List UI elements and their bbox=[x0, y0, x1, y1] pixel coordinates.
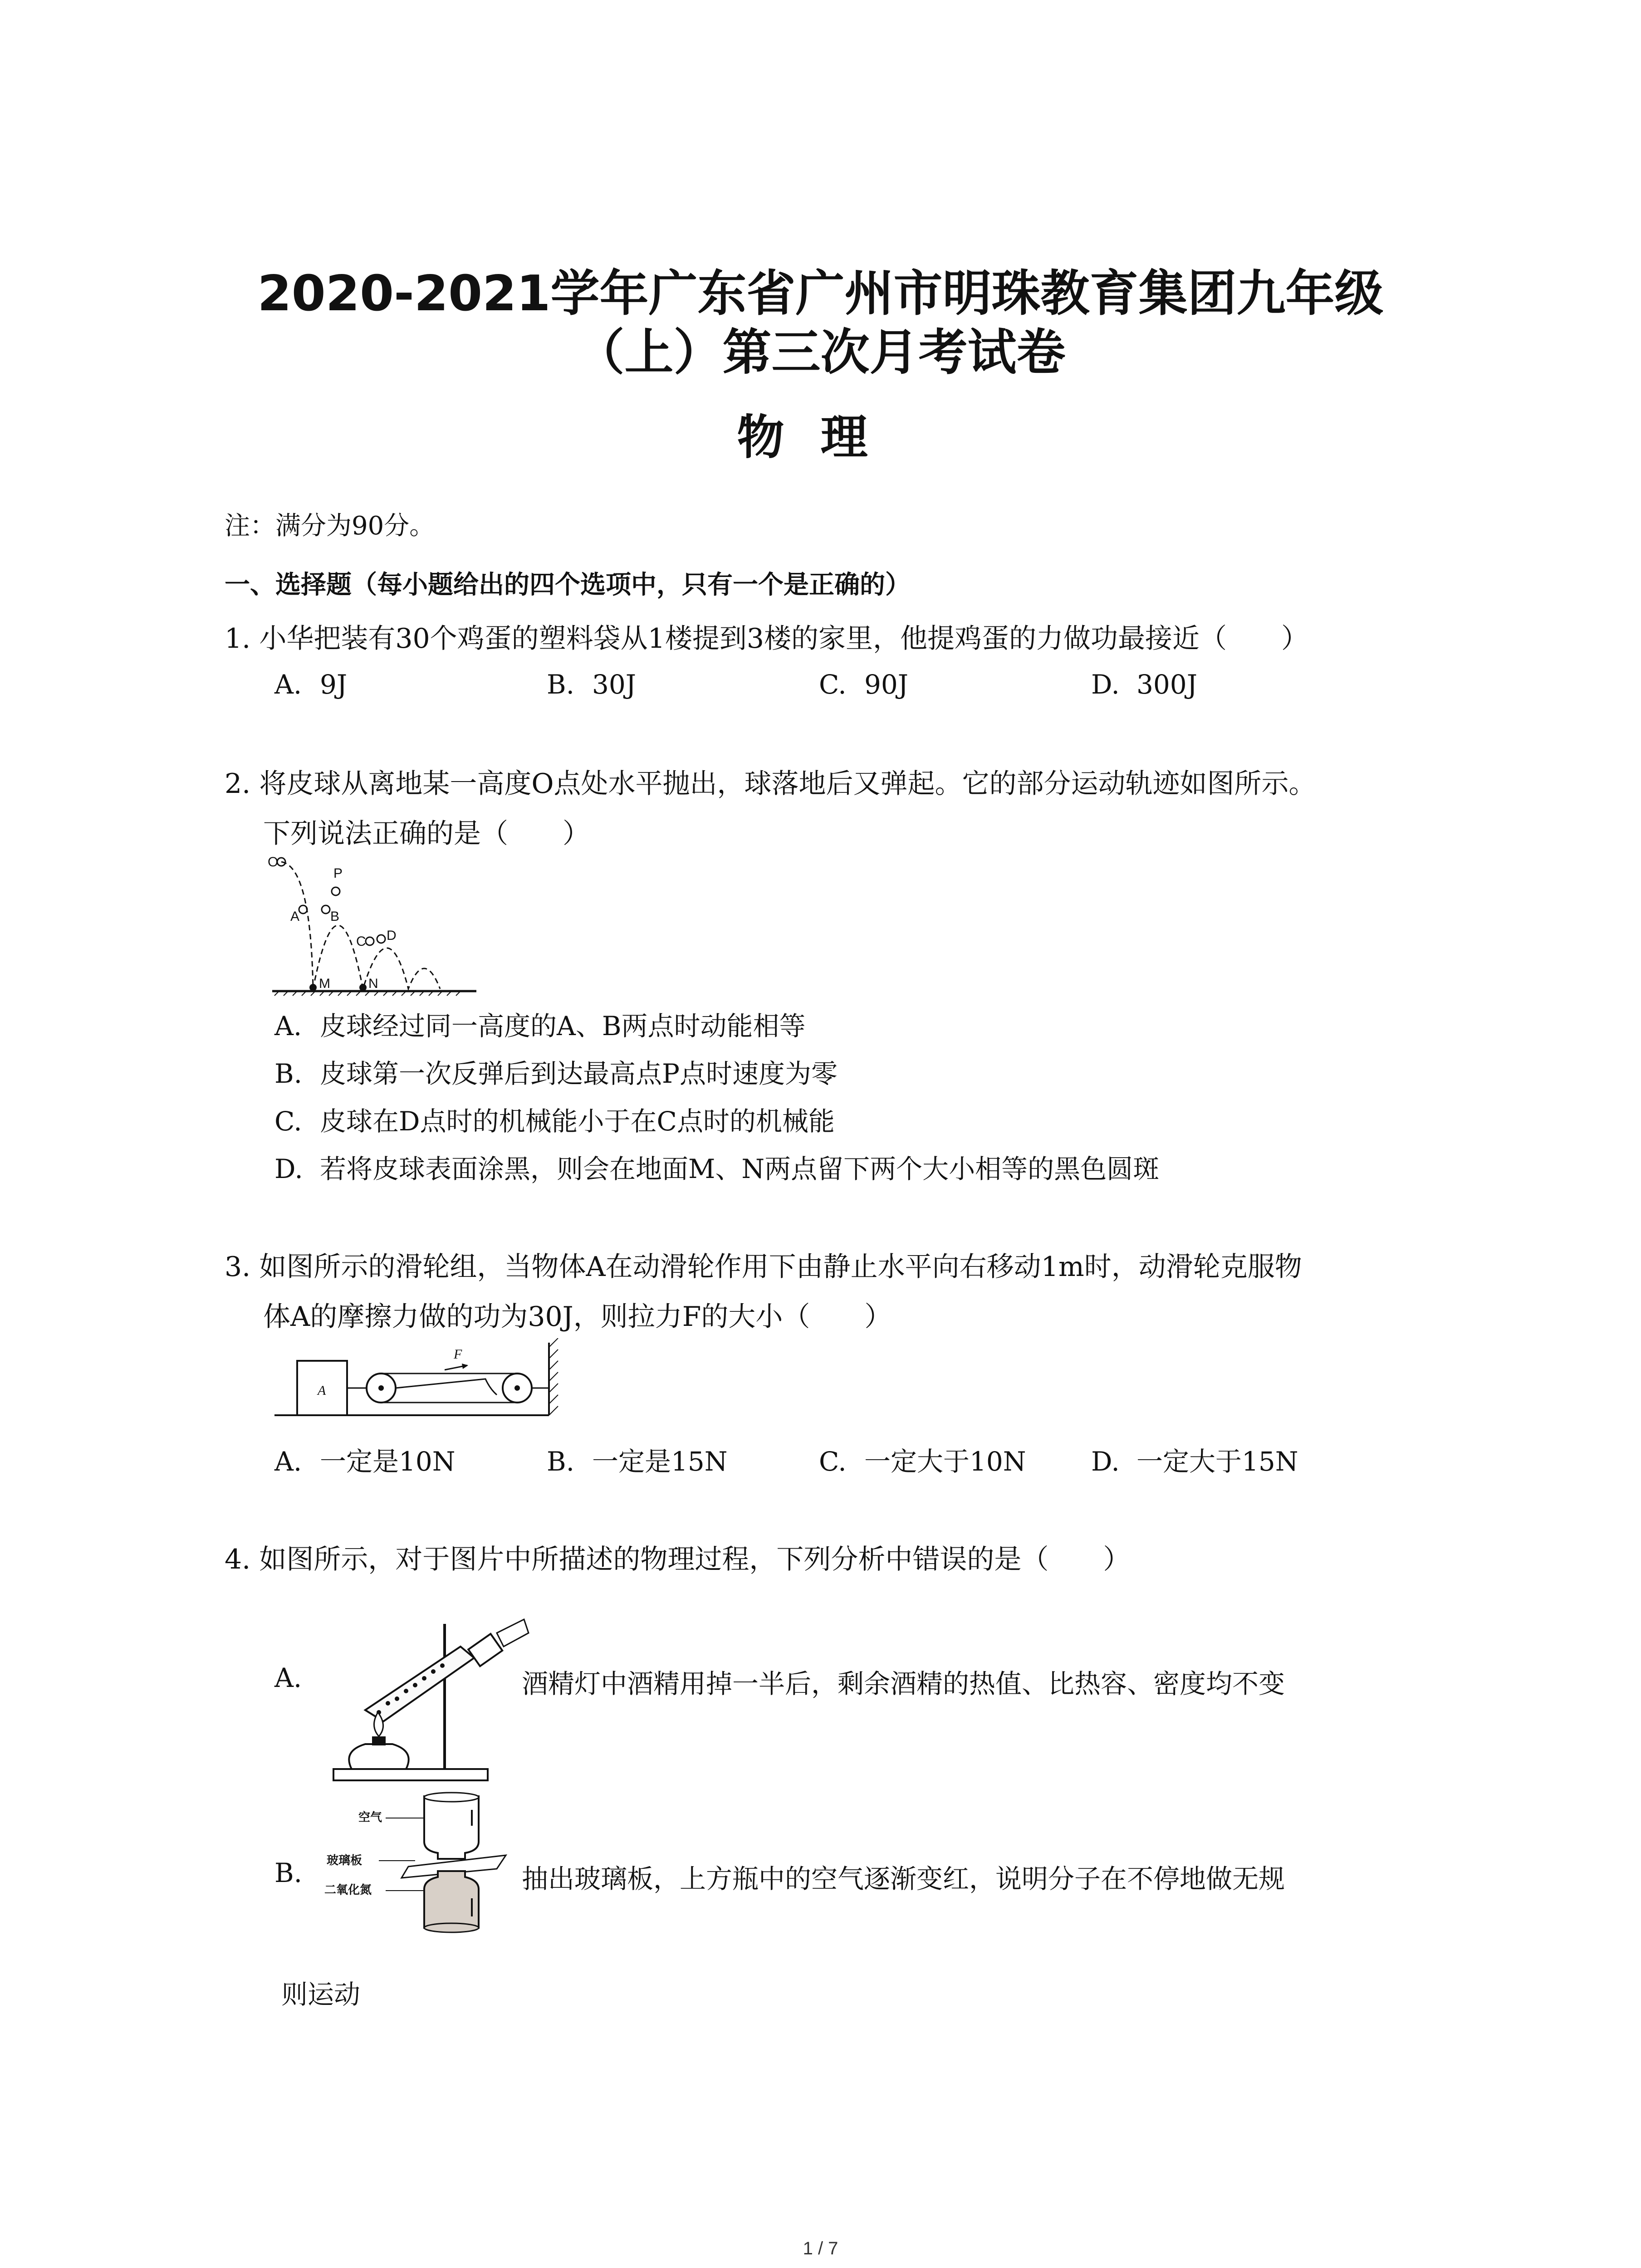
option-text: 9J bbox=[320, 669, 348, 700]
question-2-stem-line2: 下列说法正确的是（ ） bbox=[263, 818, 590, 850]
option-text: 一定是15N bbox=[592, 1446, 728, 1477]
option-text: 一定大于15N bbox=[1136, 1446, 1298, 1477]
label-m: M bbox=[319, 976, 330, 991]
alcohol-lamp-body bbox=[349, 1744, 408, 1769]
test-tube bbox=[365, 1647, 474, 1721]
upper-bottle bbox=[424, 1796, 479, 1859]
question-2-option-c bbox=[274, 1100, 835, 1138]
gas-diffusion-figure bbox=[324, 1787, 519, 1937]
label-glass-plate: 玻璃板 bbox=[327, 1854, 362, 1867]
stand-base bbox=[333, 1769, 488, 1780]
question-4-stem: 4. 如图所示，对于图片中所描述的物理过程，下列分析中错误的是（ ） bbox=[225, 1544, 1131, 1575]
option-text: 一定是10N bbox=[320, 1446, 456, 1477]
alcohol-lamp-neck bbox=[372, 1736, 386, 1745]
label-d: D bbox=[387, 928, 397, 943]
option-label: A. bbox=[274, 669, 302, 700]
score-note: 注：满分为90分。 bbox=[225, 511, 435, 541]
label-nitrogen-dioxide: 二氧化氮 bbox=[324, 1883, 372, 1897]
label-a: A bbox=[290, 909, 300, 924]
question-1-option-d bbox=[1091, 669, 1197, 700]
question-2-option-d bbox=[274, 1148, 1159, 1186]
option-label: B. bbox=[547, 669, 575, 700]
option-label: A. bbox=[274, 1446, 302, 1477]
question-4-option-b-text: 抽出玻璃板，上方瓶中的空气逐渐变红，说明分子在不停地做无规 bbox=[522, 1863, 1285, 1894]
wall-hatch bbox=[549, 1338, 558, 1415]
option-label: A. bbox=[274, 1011, 302, 1041]
movable-pulley-axle bbox=[378, 1385, 384, 1391]
option-text: 皮球经过同一高度的A、B两点时动能相等 bbox=[320, 1011, 806, 1041]
option-text: 一定大于10N bbox=[864, 1446, 1026, 1477]
option-text: 90J bbox=[864, 669, 909, 700]
question-4-option-b-label: B. bbox=[274, 1857, 303, 1888]
alcohol-lamp-apparatus-figure bbox=[324, 1615, 538, 1787]
question-4-option-a-text: 酒精灯中酒精用掉一半后，剩余酒精的热值、比热容、密度均不变 bbox=[522, 1668, 1285, 1699]
force-label: F bbox=[454, 1347, 462, 1362]
option-label: C. bbox=[819, 669, 847, 700]
pull-rope bbox=[396, 1379, 497, 1395]
question-2-option-a bbox=[274, 1005, 806, 1043]
ball-a-icon bbox=[299, 905, 307, 914]
question-3-option-a bbox=[274, 1440, 456, 1478]
section-heading: 一、选择题（每小题给出的四个选项中，只有一个是正确的） bbox=[225, 570, 911, 600]
option-text: 皮球在D点时的机械能小于在C点时的机械能 bbox=[320, 1106, 835, 1137]
question-2-stem-line1: 2. 将皮球从离地某一高度O点处水平抛出，球落地后又弹起。它的部分运动轨迹如图所示。 bbox=[225, 768, 1316, 800]
upper-bottle-top bbox=[424, 1793, 479, 1802]
question-3-option-b bbox=[547, 1440, 728, 1478]
question-3-stem-line1: 3. 如图所示的滑轮组，当物体A在动滑轮作用下由静止水平向右移动1m时，动滑轮克服物 bbox=[225, 1251, 1302, 1283]
question-4-option-b-continuation: 则运动 bbox=[281, 1979, 361, 2010]
question-1-option-b bbox=[547, 669, 636, 700]
option-text: 皮球第一次反弹后到达最高点P点时速度为零 bbox=[320, 1058, 838, 1089]
force-arrowhead-icon bbox=[462, 1364, 468, 1369]
option-text: 若将皮球表面涂黑，则会在地面M、N两点留下两个大小相等的黑色圆斑 bbox=[320, 1154, 1160, 1184]
question-3-stem-line2: 体A的摩擦力做的功为30J，则拉力F的大小（ ） bbox=[263, 1301, 892, 1333]
pulley-figure bbox=[272, 1338, 563, 1429]
trajectory-path bbox=[281, 862, 440, 989]
option-label: B. bbox=[274, 1058, 303, 1089]
bouncing-ball-figure bbox=[268, 853, 485, 998]
ball-n-icon bbox=[359, 984, 367, 991]
question-3-option-d bbox=[1091, 1440, 1298, 1478]
label-c: C bbox=[356, 934, 366, 949]
block-a-label: A bbox=[318, 1383, 326, 1398]
question-1-option-a bbox=[274, 669, 347, 700]
exam-title-line1: 2020-2021学年广东省广州市明珠教育集团九年级 bbox=[257, 265, 1384, 322]
stopper-popping bbox=[497, 1619, 529, 1647]
option-label: D. bbox=[1091, 669, 1120, 700]
ball-m-icon bbox=[309, 984, 317, 991]
label-b: B bbox=[330, 909, 340, 924]
question-3-option-c bbox=[819, 1440, 1026, 1478]
page-number: 1 / 7 bbox=[803, 2239, 838, 2258]
lower-bottle bbox=[424, 1871, 479, 1928]
label-n: N bbox=[368, 976, 378, 991]
label-air: 空气 bbox=[358, 1811, 382, 1824]
option-label: D. bbox=[274, 1154, 303, 1184]
question-4-option-a-label: A. bbox=[274, 1662, 302, 1693]
exam-title-line2: （上）第三次月考试卷 bbox=[575, 324, 1066, 381]
subject-title: 物理 bbox=[737, 410, 904, 465]
question-1-stem: 1. 小华把装有30个鸡蛋的塑料袋从1楼提到3楼的家里，他提鸡蛋的力做功最接近（ ） bbox=[225, 623, 1309, 655]
label-o: O bbox=[268, 855, 279, 870]
option-label: D. bbox=[1091, 1446, 1120, 1477]
ball-d-icon bbox=[377, 935, 385, 943]
option-text: 30J bbox=[592, 669, 637, 700]
option-text: 300J bbox=[1136, 669, 1197, 700]
question-1-option-c bbox=[819, 669, 908, 700]
label-p: P bbox=[333, 866, 343, 881]
tube-stopper bbox=[468, 1634, 502, 1666]
lower-bottle-bottom bbox=[424, 1923, 479, 1932]
question-2-option-b bbox=[274, 1052, 838, 1090]
ball-p-icon bbox=[332, 887, 340, 895]
option-label: C. bbox=[274, 1106, 302, 1137]
option-label: C. bbox=[819, 1446, 847, 1477]
ball-c-icon bbox=[366, 937, 374, 945]
option-label: B. bbox=[547, 1446, 575, 1477]
fixed-pulley-axle bbox=[514, 1385, 520, 1391]
ball-b-icon bbox=[322, 905, 330, 914]
